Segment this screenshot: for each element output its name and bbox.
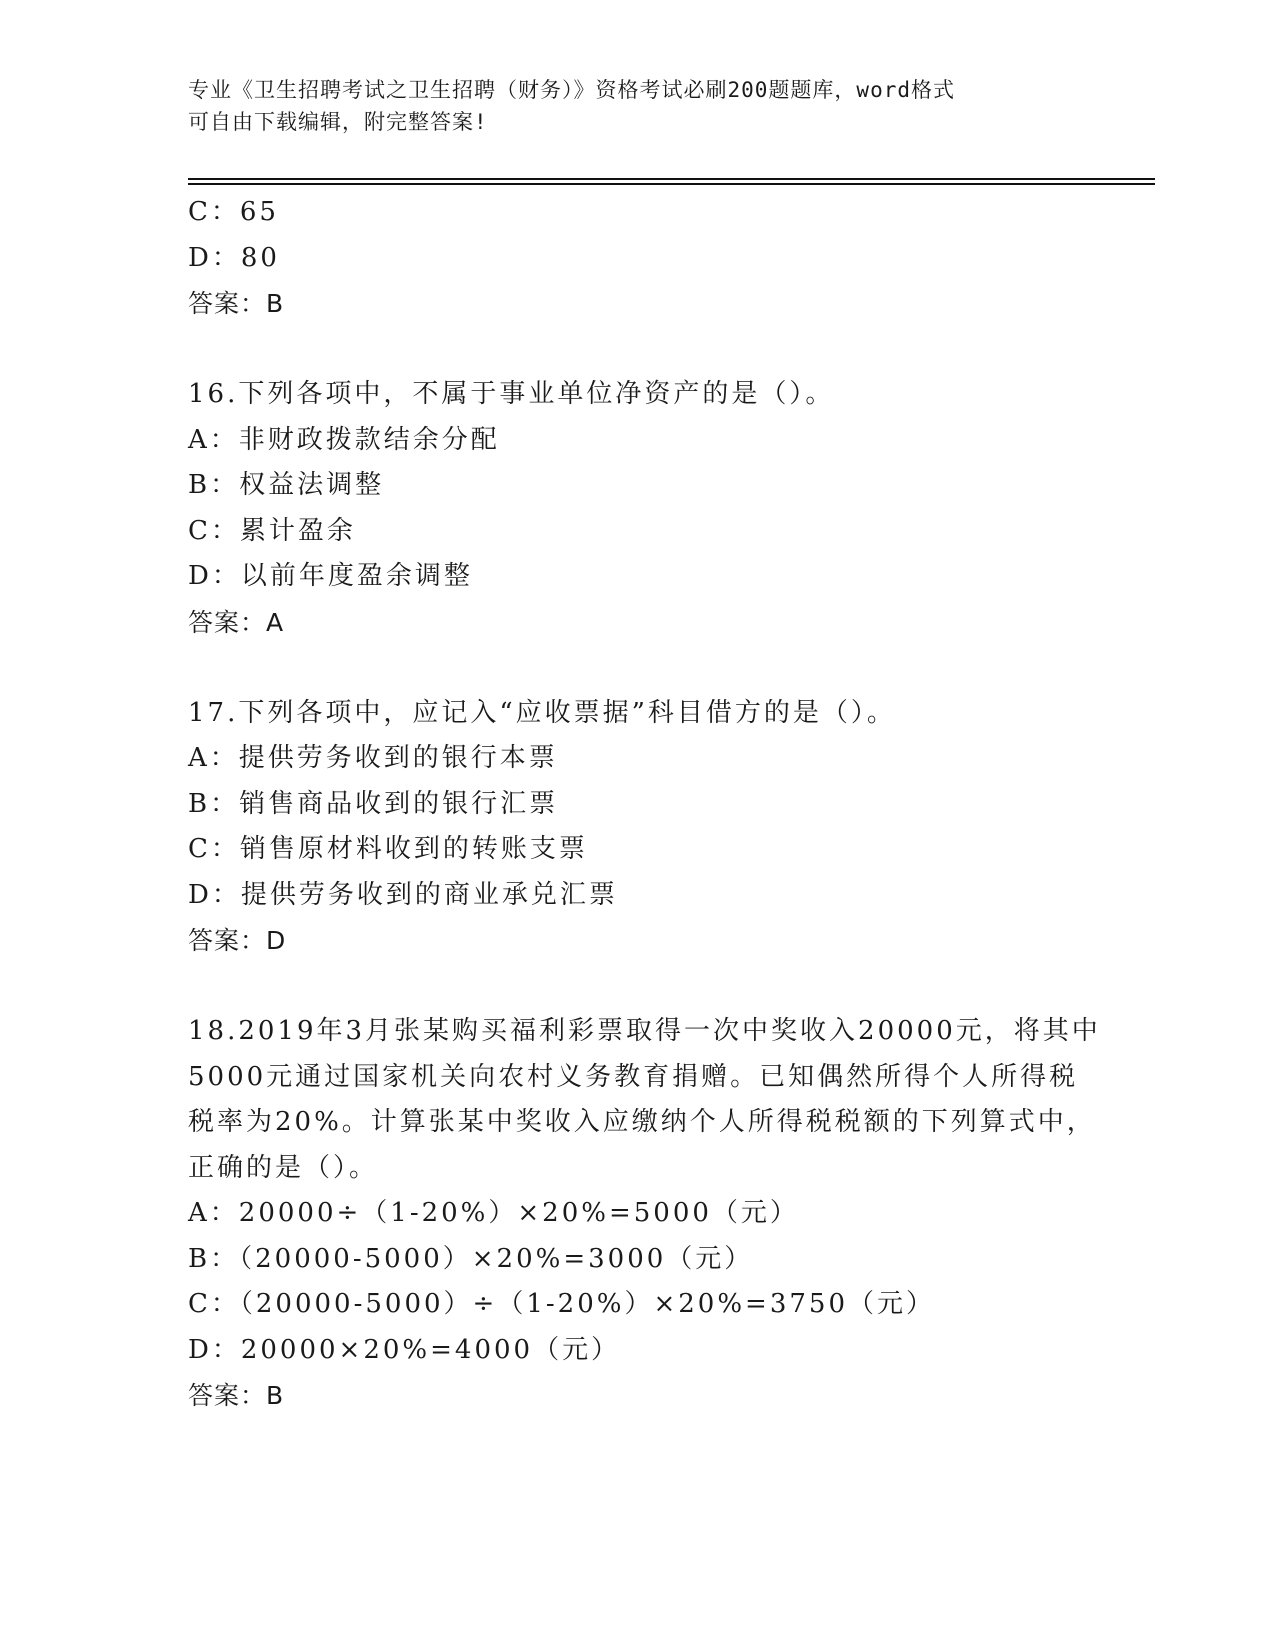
document-header [188,74,1088,138]
option-d: D：以前年度盈余调整 [188,561,473,591]
header-title-line-2: 可自由下载编辑，附完整答案! [188,110,488,134]
option-b: B：（20000-5000）×20%=3000（元） [188,1243,754,1274]
question-text-line-2: 5000元通过国家机关向农村义务教育捐赠。已知偶然所得个人所得税 [188,1061,1079,1092]
option-a: A：非财政拨款结余分配 [188,424,500,455]
header-divider-top [188,178,1155,180]
option-d: D：20000×20%=4000（元） [188,1334,621,1365]
answer-line: 答案：B [188,1381,285,1410]
option-c: C：（20000-5000）÷（1-20%）×20%=3750（元） [188,1289,935,1319]
question-15-tail [188,190,1088,327]
spacer [188,964,1088,1010]
option-c: C：65 [188,197,279,227]
option-d: D：提供劳务收到的商业承兑汇票 [188,879,618,910]
answer-line: 答案：D [188,926,287,955]
question-text: 16.下列各项中，不属于事业单位净资产的是（）。 [188,379,835,409]
question-17 [188,691,1088,964]
spacer [188,327,1088,373]
question-18 [188,1009,1101,1419]
question-list [188,190,1101,1419]
option-c: C：累计盈余 [188,515,356,546]
option-b: B：销售商品收到的银行汇票 [188,788,559,819]
answer-line: 答案：B [188,289,285,318]
spacer [188,645,1088,691]
question-text-line-3: 税率为20%。计算张某中奖收入应缴纳个人所得税税额的下列算式中， [188,1107,1096,1137]
question-16 [188,372,1088,645]
question-text-line-4: 正确的是（）。 [188,1152,379,1183]
question-text: 17.下列各项中，应记入“应收票据”科目借方的是（）。 [188,697,896,728]
option-d: D：80 [188,242,280,273]
header-divider-bottom [188,183,1155,185]
option-a: A：提供劳务收到的银行本票 [188,743,558,773]
option-a: A：20000÷（1-20%）×20%=5000（元） [188,1198,799,1228]
option-c: C：销售原材料收到的转账支票 [188,834,588,864]
answer-line: 答案：A [188,607,285,637]
option-b: B：权益法调整 [188,470,385,500]
question-text-line-1: 18.2019年3月张某购买福利彩票取得一次中奖收入20000元，将其中 [188,1016,1101,1046]
header-title-line-1: 专业《卫生招聘考试之卫生招聘（财务）》资格考试必刷200题题库，word格式 [188,78,955,102]
